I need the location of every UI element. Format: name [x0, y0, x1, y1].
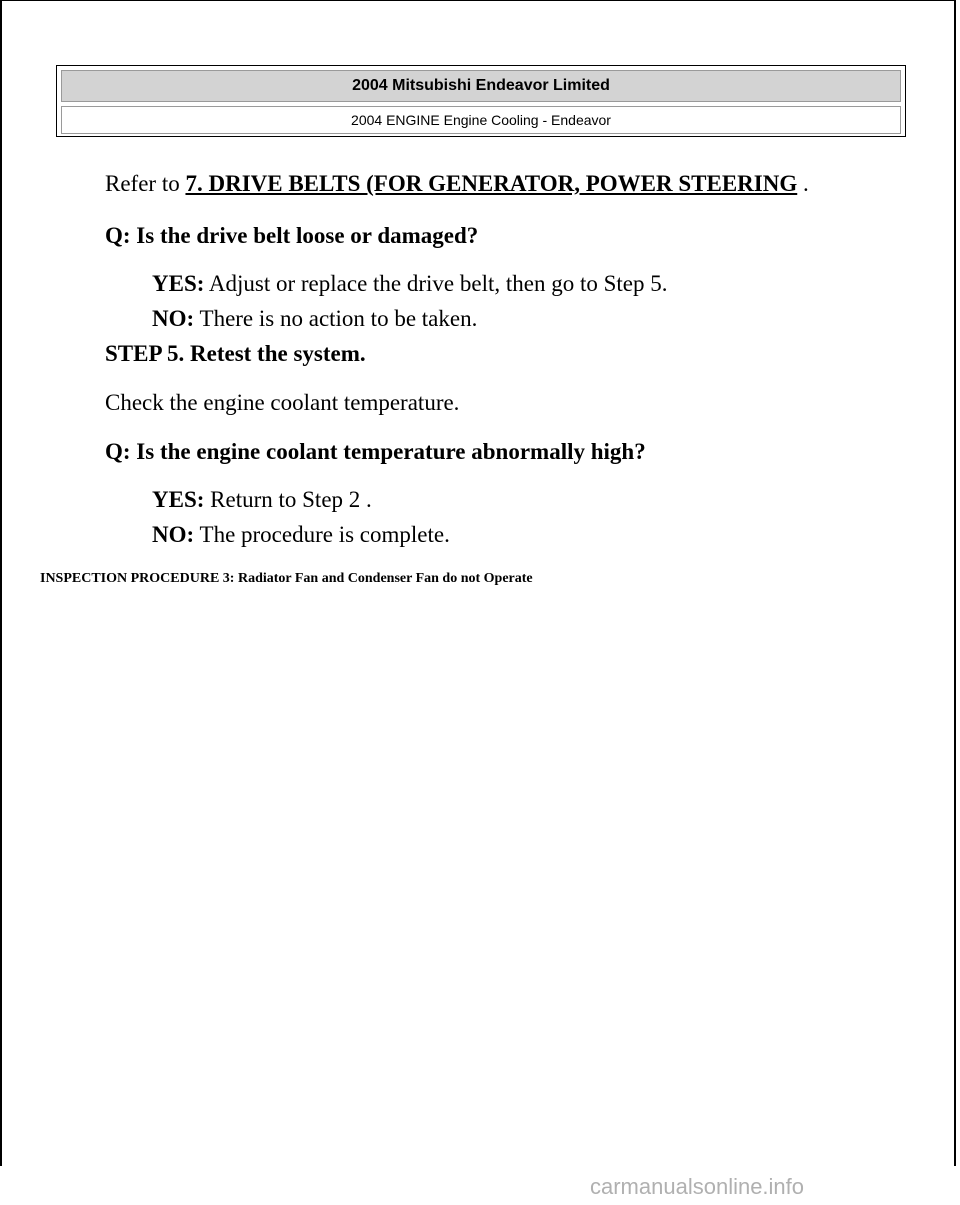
page-border-right — [954, 0, 956, 1166]
answer-no-coolant — [152, 521, 450, 549]
document-header — [56, 65, 906, 137]
refer-suffix: . — [802, 171, 809, 196]
answer-yes-coolant — [152, 486, 372, 514]
yes-text: Return to Step 2 . — [210, 487, 372, 512]
check-coolant-text: Check the engine coolant temperature. — [105, 390, 460, 415]
watermark: carmanualsonline.info — [590, 1174, 805, 1199]
no-label: NO: — [152, 522, 195, 547]
answer-no-drive-belt — [152, 305, 477, 333]
no-label: NO: — [152, 306, 195, 331]
yes-text: Adjust or replace the drive belt, then go to Step 5. — [208, 271, 668, 296]
yes-label: YES: — [152, 271, 205, 296]
yes-label: YES: — [152, 487, 205, 512]
no-text: There is no action to be taken. — [199, 306, 478, 331]
page-border-top — [0, 0, 956, 1]
question-coolant-temp: Q: Is the engine coolant temperature abnormally high? — [105, 439, 646, 464]
page-border-left — [0, 0, 2, 1166]
step-5-heading: STEP 5. Retest the system. — [105, 341, 366, 366]
header-title: 2004 Mitsubishi Endeavor Limited — [61, 70, 901, 102]
no-text: The procedure is complete. — [199, 522, 450, 547]
refer-line — [105, 170, 809, 198]
answer-yes-drive-belt — [152, 270, 668, 298]
question-drive-belt: Q: Is the drive belt loose or damaged? — [105, 223, 479, 248]
drive-belts-link[interactable]: 7. DRIVE BELTS (FOR GENERATOR, POWER STEERING — [185, 171, 798, 196]
inspection-procedure-3-heading: INSPECTION PROCEDURE 3: Radiator Fan and Condenser Fan do not Operate — [40, 571, 533, 586]
header-subtitle: 2004 ENGINE Engine Cooling - Endeavor — [61, 106, 901, 134]
refer-prefix: Refer to — [105, 171, 180, 196]
